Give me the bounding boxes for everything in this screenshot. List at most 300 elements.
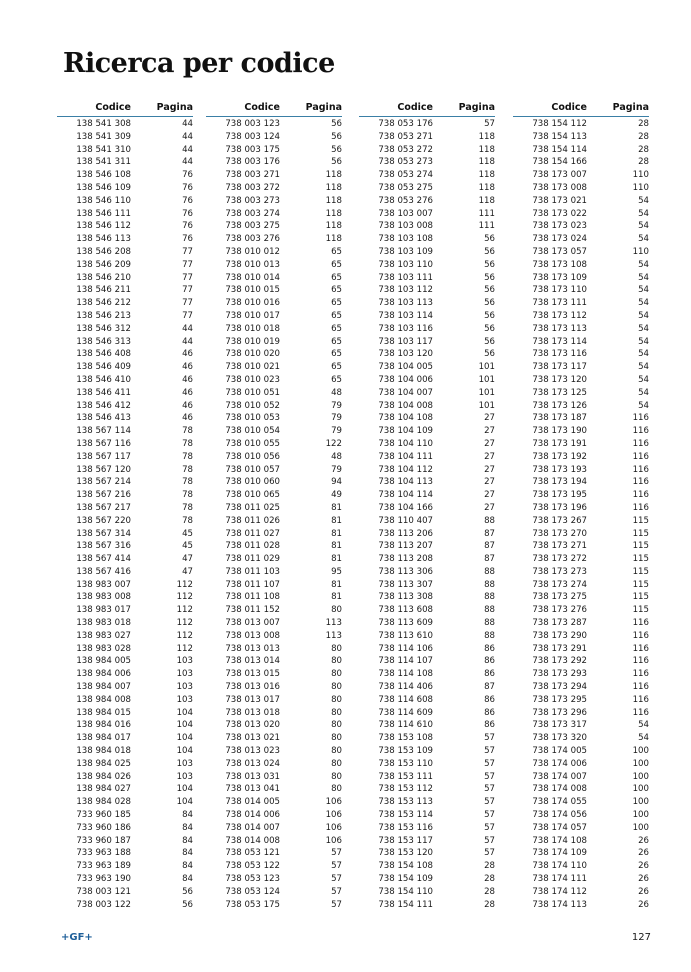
page-cell: 116 (632, 669, 649, 680)
code-cell: 738 114 107 (378, 656, 433, 667)
page-cell: 45 (182, 528, 193, 539)
page-cell: 57 (484, 771, 495, 782)
code-cell: 738 053 176 (378, 119, 433, 129)
page-cell: 76 (182, 170, 193, 181)
code-cell: 738 010 015 (225, 285, 280, 296)
table-row (57, 246, 193, 259)
code-cell: 733 960 186 (76, 822, 131, 833)
code-cell: 738 114 108 (378, 669, 433, 680)
table-row (359, 400, 495, 413)
page-cell: 57 (484, 810, 495, 821)
table-row (206, 272, 342, 285)
code-cell: 738 173 292 (532, 656, 587, 667)
page-cell: 57 (484, 733, 495, 744)
page-cell: 54 (638, 733, 649, 744)
code-cell: 738 154 114 (532, 144, 587, 155)
code-cell: 738 173 117 (532, 362, 587, 373)
code-cell: 738 173 190 (532, 426, 587, 437)
page-cell: 81 (331, 502, 342, 513)
table-row (57, 336, 193, 349)
table-row (359, 502, 495, 515)
page-cell: 44 (182, 144, 193, 155)
table-row (513, 310, 649, 323)
table-row (513, 489, 649, 502)
table-row (57, 451, 193, 464)
table-row (206, 847, 342, 860)
table-row (359, 361, 495, 374)
table-row (359, 783, 495, 796)
code-cell: 738 014 005 (225, 797, 280, 808)
table-row (513, 783, 649, 796)
page-cell: 56 (331, 157, 342, 168)
table-row (57, 591, 193, 604)
page-cell: 100 (632, 771, 649, 782)
code-cell: 138 983 028 (76, 643, 131, 654)
code-cell: 738 173 273 (532, 566, 587, 577)
code-cell: 138 984 017 (76, 733, 131, 744)
page-cell: 65 (331, 310, 342, 321)
page-cell: 56 (484, 246, 495, 257)
code-cell: 138 567 116 (76, 438, 131, 449)
code-cell: 138 567 220 (76, 515, 131, 526)
code-cell: 738 104 108 (378, 413, 433, 424)
page-cell: 80 (331, 707, 342, 718)
page-cell: 112 (176, 592, 193, 603)
table-row (206, 208, 342, 221)
code-cell: 738 013 007 (225, 618, 280, 629)
page-cell: 54 (638, 323, 649, 334)
page-cell: 81 (331, 541, 342, 552)
table-row (513, 169, 649, 182)
table-row (206, 464, 342, 477)
page-cell: 57 (484, 822, 495, 833)
code-cell: 738 153 110 (378, 758, 433, 769)
code-cell: 738 154 109 (378, 874, 433, 885)
table-row (359, 272, 495, 285)
page-cell: 28 (484, 899, 495, 910)
code-cell: 738 013 014 (225, 656, 280, 667)
code-cell: 738 103 109 (378, 246, 433, 257)
code-cell: 138 546 313 (76, 336, 131, 347)
page-cell: 44 (182, 131, 193, 142)
code-cell: 738 013 031 (225, 771, 280, 782)
column-header (359, 99, 495, 117)
code-cell: 738 173 193 (532, 464, 587, 475)
table-row (57, 617, 193, 630)
code-cell: 738 104 111 (378, 451, 433, 462)
table-row (513, 873, 649, 886)
code-cell: 138 983 027 (76, 630, 131, 641)
table-row (57, 476, 193, 489)
table-row (513, 438, 649, 451)
table-row (359, 451, 495, 464)
table-row (57, 297, 193, 310)
table-row (359, 655, 495, 668)
code-cell: 738 053 123 (225, 874, 280, 885)
page-cell: 100 (632, 784, 649, 795)
page-cell: 48 (331, 387, 342, 398)
code-cell: 738 173 272 (532, 554, 587, 565)
table-row (513, 758, 649, 771)
page-cell: 106 (325, 835, 342, 846)
table-row (359, 707, 495, 720)
table-row (513, 886, 649, 899)
code-cell: 738 010 020 (225, 349, 280, 360)
page-cell: 28 (638, 157, 649, 168)
page-cell: 103 (176, 669, 193, 680)
code-cell: 738 013 024 (225, 758, 280, 769)
table-row (359, 630, 495, 643)
table-row (359, 604, 495, 617)
code-cell: 738 104 005 (378, 362, 433, 373)
table-row (57, 643, 193, 656)
page-cell: 27 (484, 426, 495, 437)
page-cell: 56 (484, 349, 495, 360)
table-row (206, 156, 342, 169)
code-cell: 738 153 108 (378, 733, 433, 744)
page-cell: 54 (638, 208, 649, 219)
table-row (57, 284, 193, 297)
page-cell: 57 (484, 746, 495, 757)
page-cell: 118 (478, 182, 495, 193)
page-cell: 65 (331, 336, 342, 347)
page-cell: 47 (182, 566, 193, 577)
page-cell: 113 (325, 618, 342, 629)
code-cell: 738 013 008 (225, 630, 280, 641)
code-cell: 738 003 274 (225, 208, 280, 219)
table-row (359, 835, 495, 848)
table-row (513, 579, 649, 592)
table-row (57, 144, 193, 157)
code-cell: 738 053 272 (378, 144, 433, 155)
page-cell: 46 (182, 349, 193, 360)
code-cell: 138 546 112 (76, 221, 131, 232)
code-cell: 738 173 194 (532, 477, 587, 488)
code-cell: 738 104 006 (378, 374, 433, 385)
page-cell: 57 (331, 848, 342, 859)
page-cell: 88 (484, 515, 495, 526)
page-cell: 48 (331, 451, 342, 462)
page-cell: 77 (182, 285, 193, 296)
page-cell: 78 (182, 426, 193, 437)
code-cell: 738 003 124 (225, 131, 280, 142)
page-cell: 88 (484, 579, 495, 590)
code-cell: 738 113 306 (378, 566, 433, 577)
code-cell: 138 984 025 (76, 758, 131, 769)
page-cell: 84 (182, 835, 193, 846)
table-row (513, 719, 649, 732)
page-cell: 106 (325, 822, 342, 833)
code-cell: 738 053 121 (225, 848, 280, 859)
table-row (206, 400, 342, 413)
table-row (57, 771, 193, 784)
page-cell: 65 (331, 285, 342, 296)
table-row (206, 873, 342, 886)
page-cell: 80 (331, 656, 342, 667)
code-cell: 738 173 291 (532, 643, 587, 654)
table-row (206, 412, 342, 425)
page-cell: 77 (182, 272, 193, 283)
table-row (513, 668, 649, 681)
code-cell: 738 011 028 (225, 541, 280, 552)
table-row (359, 643, 495, 656)
table-row (57, 732, 193, 745)
table-row (359, 771, 495, 784)
page-cell: 27 (484, 438, 495, 449)
code-cell: 738 174 108 (532, 835, 587, 846)
page-cell: 56 (182, 886, 193, 897)
page-cell: 44 (182, 336, 193, 347)
table-row (206, 323, 342, 336)
table-row (206, 809, 342, 822)
table-row (57, 374, 193, 387)
code-cell: 738 114 608 (378, 694, 433, 705)
page-cell: 104 (176, 720, 193, 731)
table-row (359, 374, 495, 387)
code-cell: 738 153 109 (378, 746, 433, 757)
code-cell: 738 173 275 (532, 592, 587, 603)
code-cell: 738 053 274 (378, 170, 433, 181)
page-cell: 88 (484, 566, 495, 577)
table-row (57, 707, 193, 720)
code-cell: 138 546 113 (76, 234, 131, 245)
table-row (359, 284, 495, 297)
table-row (57, 835, 193, 848)
code-cell: 738 113 207 (378, 541, 433, 552)
page-cell: 87 (484, 682, 495, 693)
table-row (359, 118, 495, 131)
code-cell: 138 546 208 (76, 246, 131, 257)
page-cell: 81 (331, 554, 342, 565)
page-cell: 100 (632, 810, 649, 821)
page-cell: 57 (331, 861, 342, 872)
page-cell: 116 (632, 477, 649, 488)
table-row (359, 528, 495, 541)
code-cell: 738 114 609 (378, 707, 433, 718)
table-row (359, 694, 495, 707)
code-cell: 738 103 114 (378, 310, 433, 321)
page-cell: 122 (325, 438, 342, 449)
table-row (57, 719, 193, 732)
table-row (206, 361, 342, 374)
code-cell: 138 546 210 (76, 272, 131, 283)
page-cell: 27 (484, 464, 495, 475)
table-row (359, 195, 495, 208)
index-rows (359, 117, 495, 911)
code-cell: 738 174 109 (532, 848, 587, 859)
code-cell: 738 173 023 (532, 221, 587, 232)
page-cell: 86 (484, 643, 495, 654)
page-cell: 115 (632, 566, 649, 577)
table-row (57, 220, 193, 233)
table-row (206, 617, 342, 630)
page-cell: 81 (331, 515, 342, 526)
code-cell: 138 541 311 (76, 157, 131, 168)
table-row (359, 822, 495, 835)
page-cell: 110 (632, 170, 649, 181)
table-row (513, 515, 649, 528)
code-cell: 138 546 312 (76, 323, 131, 334)
table-row (206, 489, 342, 502)
table-row (359, 348, 495, 361)
table-row (57, 361, 193, 374)
table-row (57, 348, 193, 361)
table-row (513, 208, 649, 221)
page-cell: 56 (484, 234, 495, 245)
code-cell: 738 011 152 (225, 605, 280, 616)
table-row (206, 310, 342, 323)
page-cell: 54 (638, 259, 649, 270)
table-row (206, 643, 342, 656)
page-cell: 101 (478, 362, 495, 373)
code-cell: 738 053 273 (378, 157, 433, 168)
table-row (206, 502, 342, 515)
code-cell: 738 103 112 (378, 285, 433, 296)
page-cell: 80 (331, 694, 342, 705)
page-cell: 112 (176, 618, 193, 629)
page-cell: 103 (176, 682, 193, 693)
page-cell: 104 (176, 707, 193, 718)
table-row (206, 604, 342, 617)
table-row (206, 374, 342, 387)
table-row (513, 502, 649, 515)
table-row (359, 144, 495, 157)
page-cell: 112 (176, 630, 193, 641)
code-cell: 738 103 111 (378, 272, 433, 283)
page-cell: 112 (176, 643, 193, 654)
page-cell: 56 (331, 144, 342, 155)
table-row (206, 719, 342, 732)
index-column-3 (359, 99, 495, 911)
code-cell: 733 963 190 (76, 874, 131, 885)
table-row (513, 425, 649, 438)
code-header: Codice (95, 102, 131, 113)
page-cell: 44 (182, 119, 193, 129)
page-cell: 88 (484, 630, 495, 641)
page-cell: 80 (331, 643, 342, 654)
code-cell: 738 173 108 (532, 259, 587, 270)
code-cell: 138 546 213 (76, 310, 131, 321)
code-cell: 138 984 006 (76, 669, 131, 680)
table-row (57, 604, 193, 617)
page-cell: 116 (632, 618, 649, 629)
code-cell: 738 103 007 (378, 208, 433, 219)
page-cell: 100 (632, 822, 649, 833)
code-cell: 738 173 110 (532, 285, 587, 296)
code-cell: 138 984 027 (76, 784, 131, 795)
code-cell: 138 546 109 (76, 182, 131, 193)
page-cell: 56 (484, 285, 495, 296)
code-cell: 738 153 113 (378, 797, 433, 808)
code-cell: 738 113 609 (378, 618, 433, 629)
page-cell: 94 (331, 477, 342, 488)
page-cell: 103 (176, 771, 193, 782)
page-cell: 115 (632, 515, 649, 526)
code-cell: 738 173 112 (532, 310, 587, 321)
code-cell: 738 011 107 (225, 579, 280, 590)
code-cell: 738 014 007 (225, 822, 280, 833)
page-cell: 118 (325, 234, 342, 245)
page-cell: 76 (182, 182, 193, 193)
page-cell: 56 (484, 298, 495, 309)
page-cell: 84 (182, 848, 193, 859)
page-cell: 54 (638, 400, 649, 411)
table-row (359, 438, 495, 451)
page-cell: 26 (638, 861, 649, 872)
page-cell: 54 (638, 272, 649, 283)
table-row (359, 259, 495, 272)
page-cell: 116 (632, 707, 649, 718)
page-cell: 80 (331, 758, 342, 769)
page-cell: 80 (331, 733, 342, 744)
code-cell: 738 013 016 (225, 682, 280, 693)
page-cell: 86 (484, 669, 495, 680)
code-cell: 138 546 409 (76, 362, 131, 373)
code-cell: 738 154 110 (378, 886, 433, 897)
code-cell: 738 154 112 (532, 119, 587, 129)
table-row (359, 489, 495, 502)
code-cell: 738 173 022 (532, 208, 587, 219)
code-cell: 738 173 120 (532, 374, 587, 385)
page-cell: 28 (638, 119, 649, 129)
table-row (206, 476, 342, 489)
code-cell: 738 114 406 (378, 682, 433, 693)
table-row (57, 745, 193, 758)
page-cell: 100 (632, 758, 649, 769)
table-row (359, 131, 495, 144)
page-cell: 76 (182, 195, 193, 206)
table-row (513, 528, 649, 541)
code-cell: 138 546 412 (76, 400, 131, 411)
table-row (359, 758, 495, 771)
page-cell: 56 (484, 259, 495, 270)
code-cell: 738 011 103 (225, 566, 280, 577)
page-cell: 116 (632, 451, 649, 462)
code-cell: 738 013 015 (225, 669, 280, 680)
page-cell: 27 (484, 502, 495, 513)
page-cell: 65 (331, 259, 342, 270)
page-cell: 27 (484, 490, 495, 501)
code-cell: 738 010 014 (225, 272, 280, 283)
page-cell: 116 (632, 643, 649, 654)
page-header: Pagina (305, 102, 342, 113)
code-cell: 738 013 018 (225, 707, 280, 718)
code-cell: 738 173 057 (532, 246, 587, 257)
table-row (359, 220, 495, 233)
table-row (206, 745, 342, 758)
table-row (206, 732, 342, 745)
code-cell: 733 960 185 (76, 810, 131, 821)
page-cell: 118 (478, 157, 495, 168)
page-cell: 115 (632, 605, 649, 616)
code-cell: 738 113 308 (378, 592, 433, 603)
code-cell: 738 010 018 (225, 323, 280, 334)
table-row (359, 169, 495, 182)
table-row (513, 694, 649, 707)
code-cell: 138 984 018 (76, 746, 131, 757)
table-row (359, 899, 495, 912)
page-cell: 111 (478, 208, 495, 219)
page-cell: 57 (484, 835, 495, 846)
code-cell: 738 104 008 (378, 400, 433, 411)
code-cell: 738 010 052 (225, 400, 280, 411)
table-row (513, 630, 649, 643)
page-cell: 76 (182, 208, 193, 219)
code-cell: 138 984 028 (76, 797, 131, 808)
table-row (513, 451, 649, 464)
code-cell: 738 103 008 (378, 221, 433, 232)
table-row (359, 591, 495, 604)
